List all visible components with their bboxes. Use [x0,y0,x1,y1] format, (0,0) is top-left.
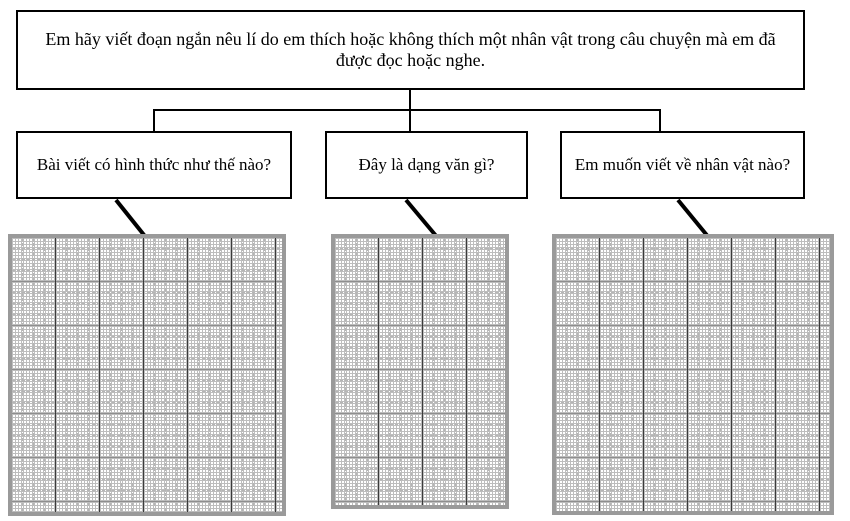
connector-stem-vertical [409,90,411,110]
question-text-2: Đây là dạng văn gì? [358,154,495,174]
question-box-1 [16,131,292,199]
answer-grid-3[interactable] [552,234,834,515]
question-box-3 [560,131,805,199]
question-text-1: Bài viết có hình thức như thế nào? [36,154,272,174]
grid-major-vertical-lines [556,238,830,511]
question-text-3: Em muốn viết về nhân vật nào? [574,154,791,174]
answer-grid-3-surface[interactable] [556,238,830,511]
answer-grid-1[interactable] [8,234,286,516]
prompt-text: Em hãy viết đoạn ngắn nêu lí do em thích hoặc không thích một nhân vật trong câu chuyện mà em đã được đọc hoặc nghe. [45,28,776,70]
grid-major-vertical-lines [12,238,282,512]
connector-drop-middle [409,109,411,131]
pointer-line-2 [406,200,437,237]
question-box-2 [325,131,528,199]
answer-grid-1-surface[interactable] [12,238,282,512]
connector-drop-left [153,109,155,131]
answer-grid-2[interactable] [331,234,509,509]
connector-drop-right [659,109,661,131]
prompt-box [16,10,805,90]
answer-grid-2-surface[interactable] [335,238,505,505]
connector-bus-horizontal [153,109,661,111]
grid-major-vertical-lines [335,238,505,505]
